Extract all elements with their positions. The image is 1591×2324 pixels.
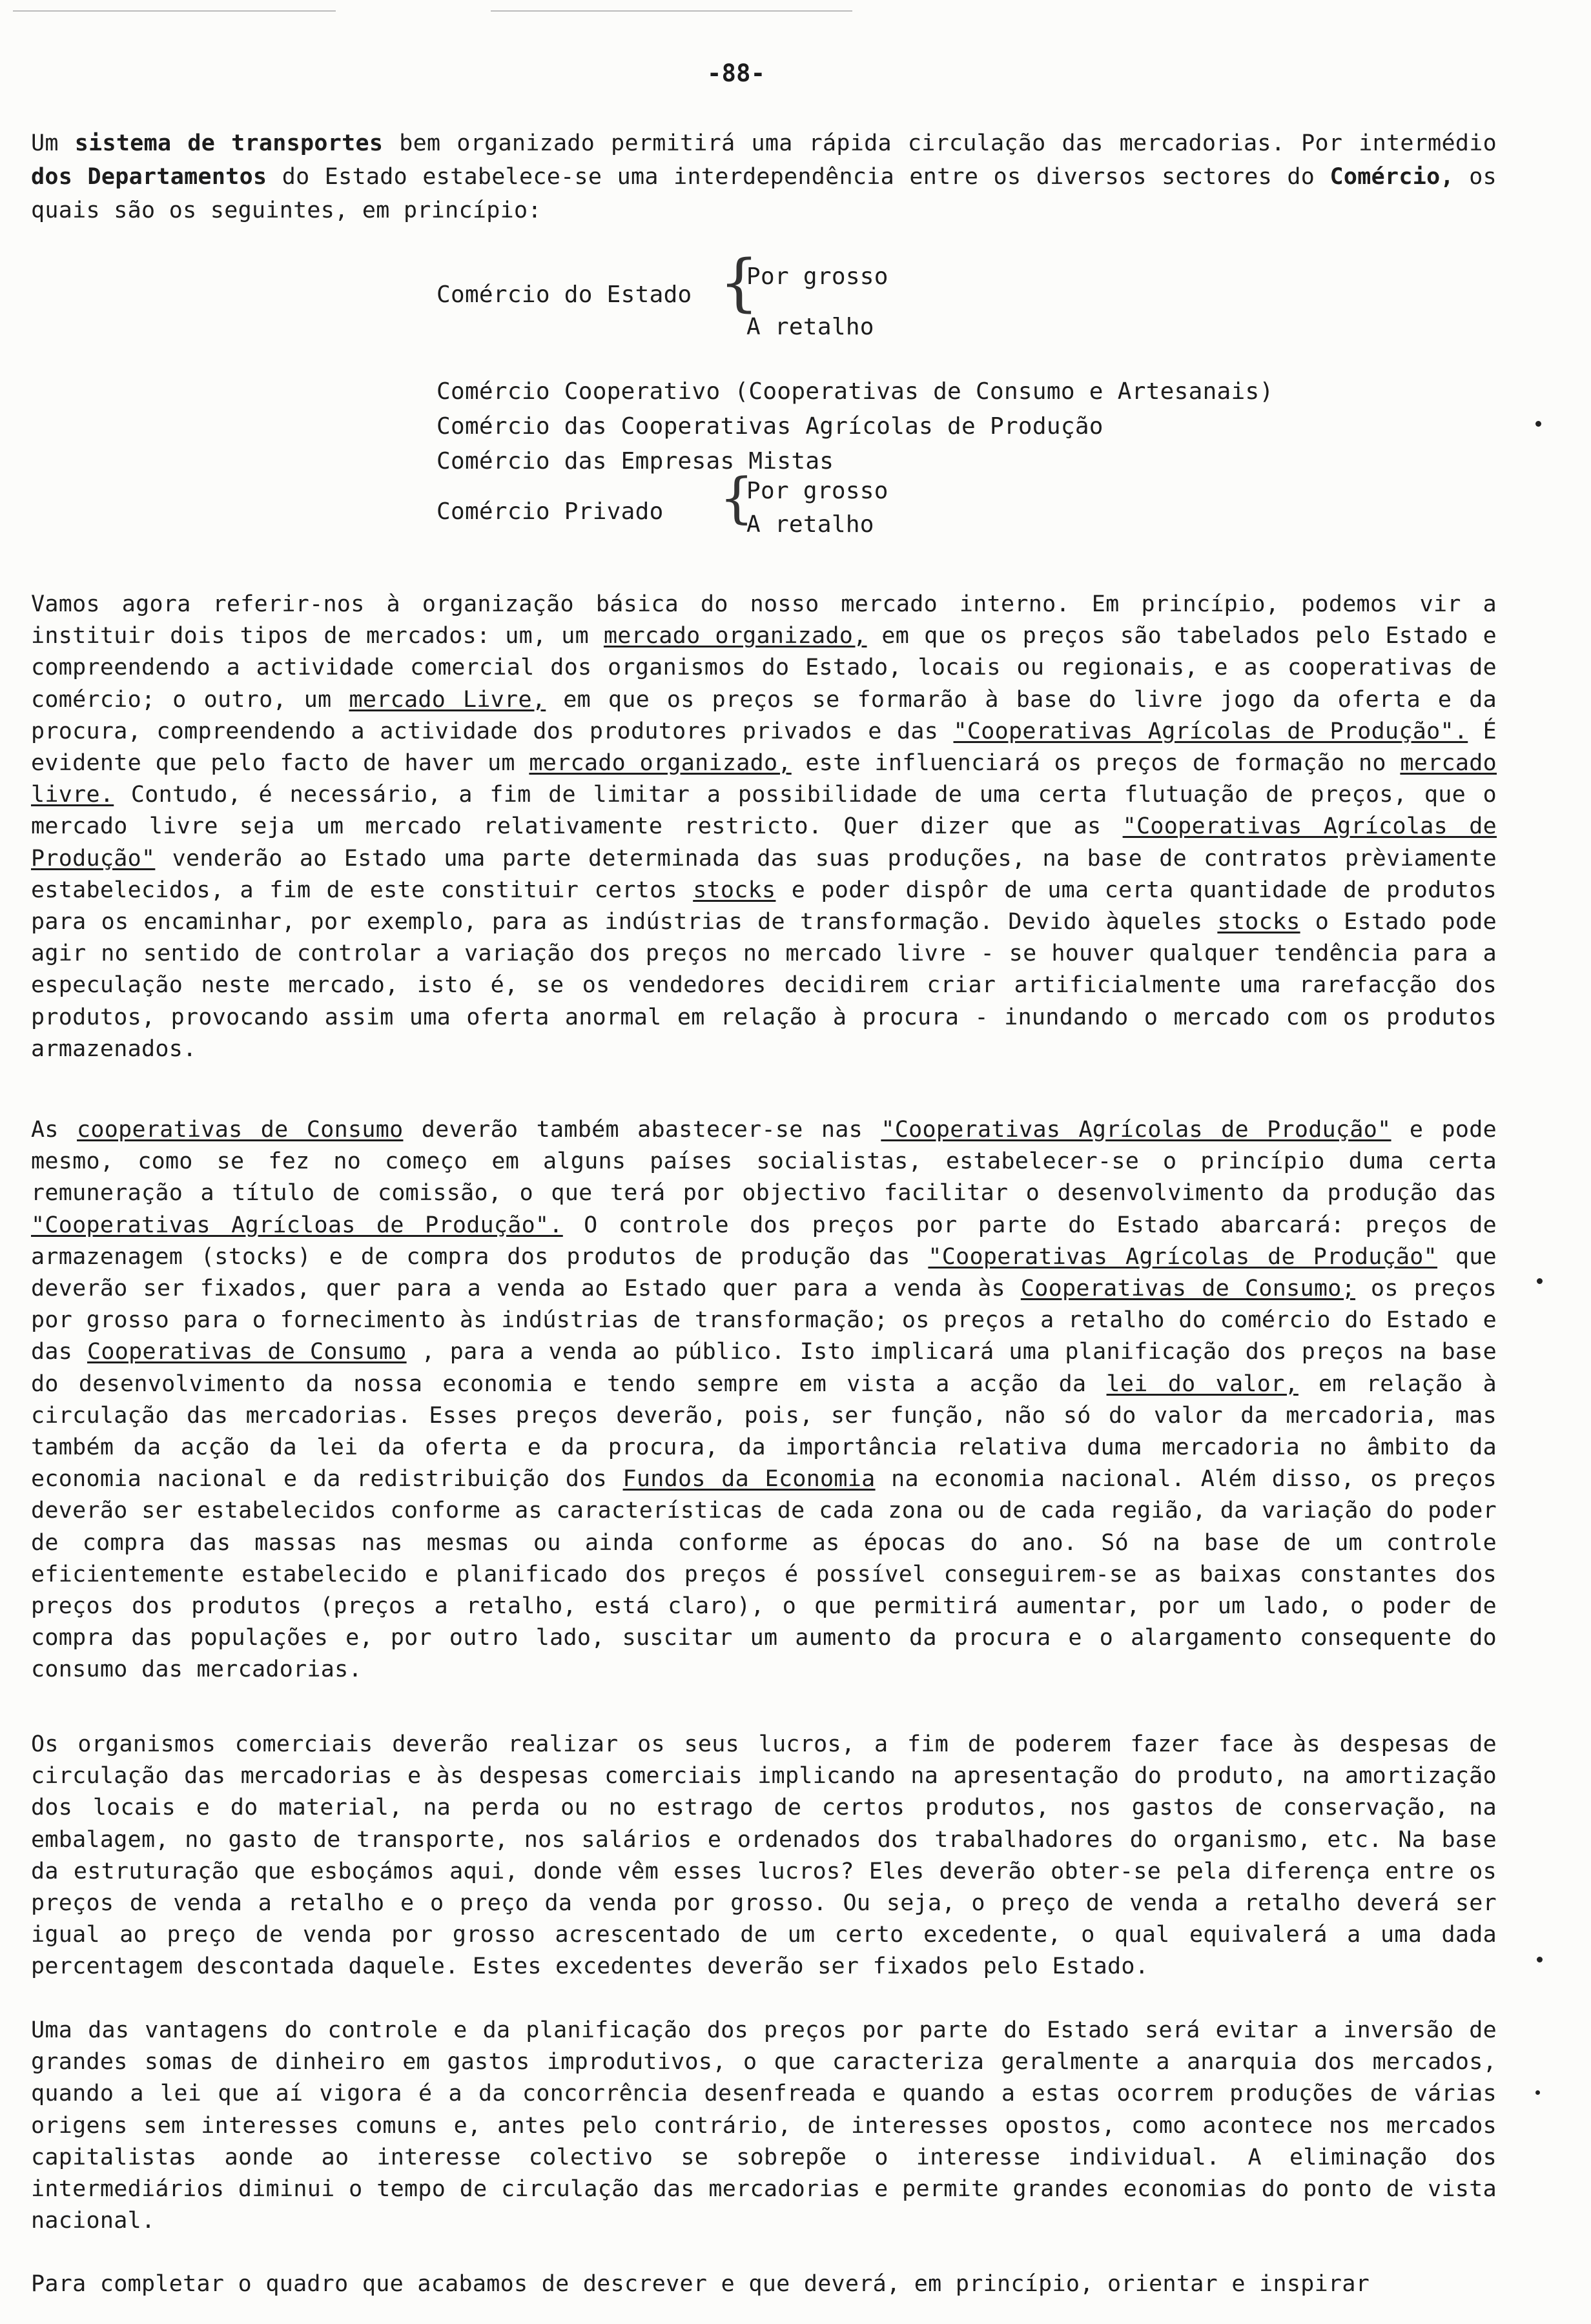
brace: { — [719, 466, 754, 529]
scan-edge-line — [491, 10, 852, 12]
outline-privado-grosso: Por grosso — [746, 478, 888, 504]
outline-privado-retalho: A retalho — [746, 511, 874, 538]
margin-dot — [1537, 1957, 1543, 1962]
paragraph-advantages: Uma das vantagens do controle e da planificação dos preços por parte do Estado será evitar a inversão de grandes somas de dinheiro em gastos improdutivos, o que caracteriza geralmente a anarquia dos mercados, quando a lei que aí vigora é a da concorrência desenfreada e quando a estas ocorrem produções de várias origens sem interesses comuns e, antes pelo contrário, de interesses opostos, como acontece nos mercados capitalistas aonde ao interesse colectivo se sobrepõe o interesse individual. A eliminação dos intermediários diminui o tempo de circulação das mercadorias e permite grandes economias do ponto de vista nacional. — [31, 2017, 1497, 2234]
paragraph-price-control: As cooperativas de Consumo deverão também abastecer-se nas "Cooperativas Agrícolas de Produção" e pode mesmo, como se fez no começo em alguns países socialistas, estabelecer-se o princípio duma certa remuneração a título de comissão, o que terá por objectivo facilitar o desenvolvimento da produção das "Cooperativas Agrícloas de Produção". O controle dos preços por parte do Estado abarcará: preços de armazenagem (stocks) e de compra dos produtos de produção das "Cooperativas Agrícolas de Produção" que deverão ser fixados, quer para a venda ao Estado quer para a venda às Cooperativas de Consumo; os preços por grosso para o fornecimento às indústrias de transformação; os preços a retalho do comércio do Estado e das Cooperativas de Consumo , para a venda ao público. Isto implicará uma planificação dos preços na base do desenvolvimento da nossa economia e tendo sempre em vista a acção da lei do valor, em relação à circulação das mercadorias. Esses preços deverão, pois, ser função, não só do valor da mercadoria, mas também da acção da lei da oferta e da procura, da importância relativa duma mercadoria no âmbito da economia nacional e da redistribuição dos Fundos da Economia na economia nacional. Além disso, os preços deverão ser estabelecidos conforme as características de cada zona ou de cada região, da variação do poder de compra das massas nas mesmas ou ainda conforme as épocas do ano. Só na base de um controle eficientemente estabelecido e planificado dos preços é possível conseguirem-se as baixas constantes dos preços dos produtos (preços a retalho, está claro), o que permitirá aumentar, por um lado, o poder de compra das populações e, por outro lado, suscitar um aumento da procura e o alargamento consequente do consumo das mercadorias. — [31, 1117, 1497, 1683]
margin-dot — [1537, 1278, 1543, 1284]
paragraph-intro: Um sistema de transportes bem organizado permitirá uma rápida circulação das mercadorias. Por intermédio dos Departamentos do Estado estabelece-se uma interdependência entre os diversos sectores do Comércio, os quais são os seguintes, em princípio: — [31, 130, 1497, 223]
outline-estado-grosso: Por grosso — [746, 263, 888, 290]
margin-dot — [1535, 2090, 1540, 2095]
outline-privado-label: Comércio Privado — [436, 498, 664, 525]
outline-estado-label: Comércio do Estado — [436, 281, 692, 308]
brace: { — [719, 247, 759, 319]
margin-dot — [1535, 421, 1541, 427]
outline-agricolas: Comércio das Cooperativas Agrícolas de Produção — [436, 413, 1103, 440]
page-number: -88- — [707, 59, 766, 87]
outline-mistas: Comércio das Empresas Mistas — [436, 448, 834, 474]
outline-estado-retalho: A retalho — [746, 314, 874, 340]
outline-cooperativo: Comércio Cooperativo (Cooperativas de Consumo e Artesanais) — [436, 378, 1274, 405]
paragraph-profits: Os organismos comerciais deverão realizar os seus lucros, a fim de poderem fazer face às despesas de circulação das mercadorias e às despesas comerciais implicando na apresentação do produto, na amortização dos locais e do material, na perda ou no estrago de certos produtos, nos gastos de conservação, na embalagem, no gasto de transporte, nos salários e ordenados dos trabalhadores do organismo, etc. Na base da estruturação que esboçámos aqui, donde vêm esses lucros? Eles deverão obter-se pela diferença entre os preços de venda a retalho e o preço da venda por grosso. Ou seja, o preço de venda a retalho deverá ser igual ao preço de venda por grosso acrescentado de um certo excedente, o qual equivalerá a uma dada percentagem descontada daquele. Estes excedentes deverão ser fixados pelo Estado. — [31, 1731, 1497, 1980]
paragraph-market-types: Vamos agora referir-nos à organização básica do nosso mercado interno. Em princípio, podemos vir a instituir dois tipos de mercados: um, um mercado organizado, em que os preços são tabelados pelo Estado e compreendendo a actividade comercial dos organismos do Estado, locais ou regionais, e as cooperativas de comércio; o outro, um mercado Livre, em que os preços se formarão à base do livre jogo da oferta e da procura, compreendendo a actividade dos produtores privados e das "Cooperativas Agrícolas de Produção". É evidente que pelo facto de haver um mercado organizado, este influenciará os preços de formação no mercado livre. Contudo, é necessário, a fim de limitar a possibilidade de uma certa flutuação de preços, que o mercado livre seja um mercado relativamente restricto. Quer dizer que as "Cooperativas Agrícolas de Produção" venderão ao Estado uma parte determinada das suas produções, na base de contratos prèviamente estabelecidos, a fim de este constituir certos stocks e poder dispôr de uma certa quantidade de produtos para os encaminhar, por exemplo, para as indústrias de transformação. Devido àqueles stocks o Estado pode agir no sentido de controlar a variação dos preços no mercado livre - se houver qualquer tendência para a especulação neste mercado, isto é, se os vendedores decidirem criar artificialmente uma rarefacção dos produtos, provocando assim uma oferta anormal em relação à procura - inundando o mercado com os produtos armazenados. — [31, 591, 1497, 1062]
paragraph-conclusion: Para completar o quadro que acabamos de descrever e que deverá, em princípio, orientar e inspirar — [31, 2271, 1370, 2297]
scan-edge-line — [13, 10, 336, 12]
